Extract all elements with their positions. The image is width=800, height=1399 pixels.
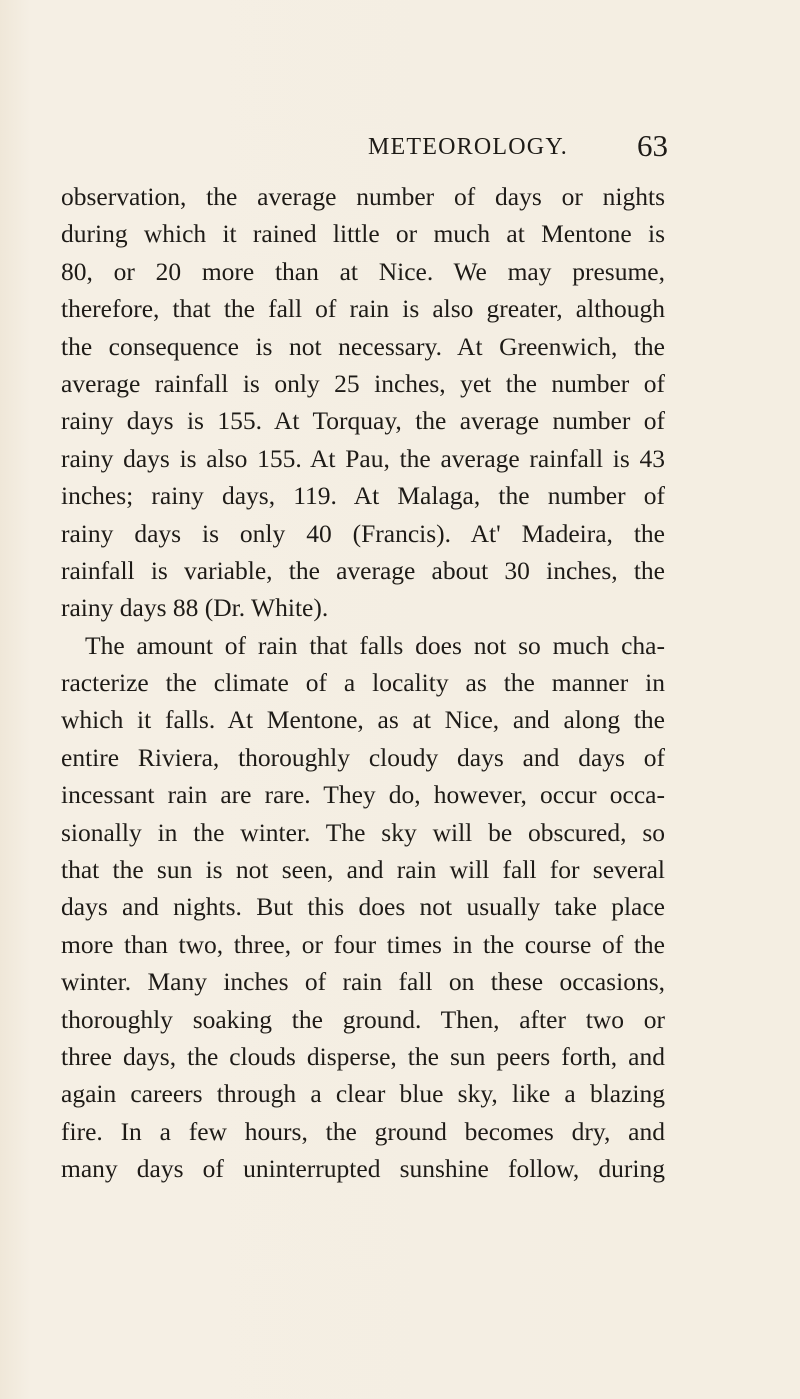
text-line: fire. In a few hours, the ground becomes dry, and bbox=[61, 1116, 665, 1146]
text-line: winter. Many inches of rain fall on these occasions, bbox=[61, 967, 665, 997]
text-line: rainy days 88 (Dr. White). bbox=[61, 593, 329, 623]
text-line: racterize the climate of a locality as the manner in bbox=[61, 668, 665, 698]
body-text bbox=[61, 178, 665, 1188]
page-header bbox=[0, 128, 800, 170]
text-line: that the sun is not seen, and rain will fall for several bbox=[61, 855, 665, 885]
text-line: rainy days is also 155. At Pau, the average rainfall is 43 bbox=[61, 443, 665, 473]
text-line: 80, or 20 more than at Nice. We may presume, bbox=[61, 256, 665, 286]
text-line: average rainfall is only 25 inches, yet the number of bbox=[61, 368, 665, 398]
text-line: which it falls. At Mentone, as at Nice, and along the bbox=[61, 705, 665, 735]
text-line: days and nights. But this does not usually take place bbox=[61, 892, 665, 922]
running-title: METEOROLOGY. bbox=[368, 134, 568, 160]
text-line: thoroughly soaking the ground. Then, after two or bbox=[61, 1004, 665, 1034]
text-line: entire Riviera, thoroughly cloudy days and days of bbox=[61, 742, 665, 772]
text-line: observation, the average number of days or nights bbox=[61, 182, 665, 211]
text-line: during which it rained little or much at Mentone is bbox=[61, 219, 665, 249]
text-line: therefore, that the fall of rain is also greater, although bbox=[61, 294, 665, 324]
text-line: again careers through a clear blue sky, like a blazing bbox=[61, 1079, 665, 1109]
text-line: The amount of rain that falls does not so much cha- bbox=[85, 630, 665, 660]
text-line: rainy days is only 40 (Francis). At' Madeira, the bbox=[61, 518, 665, 548]
text-line: many days of uninterrupted sunshine follow, during bbox=[61, 1154, 665, 1184]
text-line: incessant rain are rare. They do, however, occur occa- bbox=[61, 780, 665, 810]
text-line: rainfall is variable, the average about 30 inches, the bbox=[61, 555, 665, 585]
page-number: 63 bbox=[637, 128, 668, 163]
text-line: the consequence is not necessary. At Greenwich, the bbox=[61, 331, 665, 361]
text-line: more than two, three, or four times in the course of the bbox=[61, 929, 665, 959]
text-line: rainy days is 155. At Torquay, the average number of bbox=[61, 406, 665, 436]
text-line: sionally in the winter. The sky will be obscured, so bbox=[61, 817, 665, 847]
text-line: inches; rainy days, 119. At Malaga, the number of bbox=[61, 481, 665, 511]
text-line: three days, the clouds disperse, the sun peers forth, and bbox=[61, 1041, 665, 1071]
